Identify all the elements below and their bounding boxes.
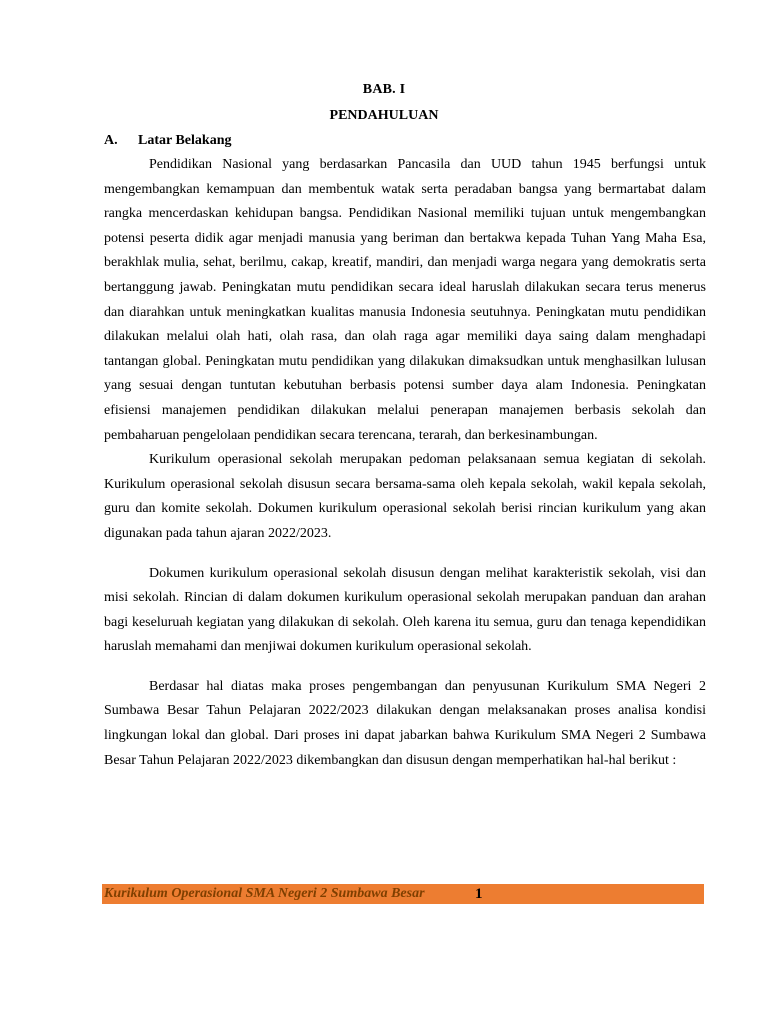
page-footer xyxy=(102,884,704,904)
footer-title: Kurikulum Operasional SMA Negeri 2 Sumbawa Besar xyxy=(104,886,425,901)
body-text xyxy=(104,153,706,773)
chapter-title: PENDAHULUAN xyxy=(329,108,439,123)
paragraph-2: Kurikulum operasional sekolah merupakan pedoman pelaksanaan semua kegiatan di sekolah. Kurikulum operasional sekolah disusun secara bersama-sama oleh kepala sekolah, wakil kepala sekolah, guru dan komite sekolah. Dokumen kurikulum operasional sekolah berisi rincian kurikulum yang akan digunakan pada tahun ajaran 2022/2023. xyxy=(104,452,706,541)
section-title: Latar Belakang xyxy=(138,133,232,148)
paragraph-1: Pendidikan Nasional yang berdasarkan Pancasila dan UUD tahun 1945 berfungsi untuk mengembangkan kemampuan dan membentuk watak serta peradaban bangsa yang bermartabat dalam rangka mencerdaskan kehidupan bangsa. Pendidikan Nasional memiliki tujuan untuk mengembangkan potensi peserta didik agar menjadi manusia yang beriman dan bertakwa kepada Tuhan Yang Maha Esa, berakhlak mulia, sehat, berilmu, cakap, kreatif, mandiri, dan menjadi warga negara yang demokratis serta bertanggung jawab. Peningkatan mutu pendidikan secara ideal haruslah dilakukan secara terus menerus dan diarahkan untuk meningkatkan kualitas manusia Indonesia seutuhnya. Peningkatan mutu pendidikan dilakukan melalui olah hati, olah rasa, dan olah raga agar memiliki daya saing dalam menghadapi tantangan global. Peningkatan mutu pendidikan yang dilakukan dimaksudkan untuk menghasilkan lulusan yang sesuai dengan tuntutan kebutuhan berbasis potensi sumber daya alam Indonesia. Peningkatan efisiensi manajemen pendidikan dilakukan melalui penerapan manajemen berbasis sekolah dan pembaharuan pengelolaan pendidikan secara terencana, terarah, dan berkesinambungan. xyxy=(104,157,706,443)
chapter-heading: BAB. I xyxy=(362,82,406,97)
section-heading xyxy=(104,131,231,151)
page-number: 1 xyxy=(475,886,483,902)
section-number: A. xyxy=(104,133,118,148)
paragraph-4: Berdasar hal diatas maka proses pengembangan dan penyusunan Kurikulum SMA Negeri 2 Sumbawa Besar Tahun Pelajaran 2022/2023 dilakukan dengan melaksanakan proses analisa kondisi lingkungan lokal dan global. Dari proses ini dapat jabarkan bahwa Kurikulum SMA Negeri 2 Sumbawa Besar Tahun Pelajaran 2022/2023 dikembangkan dan disusun dengan memperhatikan hal-hal berikut : xyxy=(104,678,706,768)
paragraph-3: Dokumen kurikulum operasional sekolah disusun dengan melihat karakteristik sekolah, visi dan misi sekolah. Rincian di dalam dokumen kurikulum operasional sekolah merupakan panduan dan arahan bagi keseluruah kegiatan yang dilakukan di sekolah. Oleh karena itu semua, guru dan tenaga kependidikan haruslah memahami dan menjiwai dokumen kurikulum operasional sekolah. xyxy=(104,565,706,655)
